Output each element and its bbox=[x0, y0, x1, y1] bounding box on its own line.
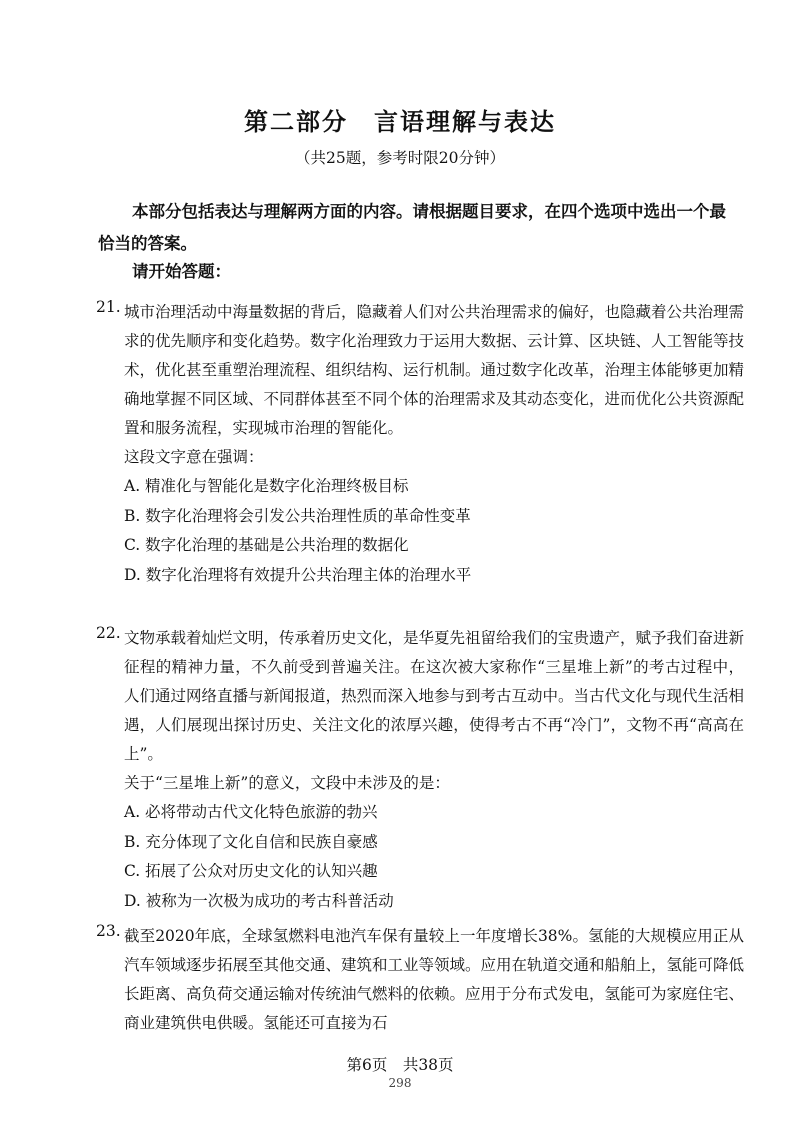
page-footer: 第6页 共38页 bbox=[346, 1056, 454, 1074]
part-label: 第二部分 bbox=[244, 108, 348, 136]
option-b: B. 充分体现了文化自信和民族自豪感 bbox=[124, 832, 378, 851]
question-stem: 城市治理活动中海量数据的背后，隐藏着人们对公共治理需求的偏好，也隐藏着公共治理需求的优先顺序和变化趋势。数字化治理致力于运用大数据、云计算、区块链、人工智能等技术，优化甚至重塑治理流程、组织结构、运行机制。通过数字化改革，治理主体能够更加精确地掌握不同区域、不同群体甚至不同个体的治理需求及其动态变化，进而优化公共资源配置和服务流程，实现城市治理的智能化。 bbox=[124, 303, 745, 437]
question-23 bbox=[96, 922, 744, 1038]
question-number: 22. bbox=[96, 624, 121, 642]
option-a: A. 必将带动古代文化特色旅游的勃兴 bbox=[124, 803, 378, 821]
page-number: 298 bbox=[388, 1076, 412, 1090]
start-prompt: 请开始答题： bbox=[132, 262, 231, 281]
option-d: D. 被称为一次极为成功的考古科普活动 bbox=[124, 891, 394, 910]
question-prompt: 关于“三星堆上新”的意义，文段中未涉及的是： bbox=[124, 774, 450, 792]
question-prompt: 这段文字意在强调： bbox=[124, 448, 264, 466]
option-d: D. 数字化治理将有效提升公共治理主体的治理水平 bbox=[124, 565, 472, 584]
question-22 bbox=[96, 624, 744, 916]
question-stem: 截至2020年底，全球氢燃料电池汽车保有量较上一年度增长38%。氢能的大规模应用正从汽车领域逐步拓展至其他交通、建筑和工业等领域。应用在轨道交通和船舶上，氢能可降低长距离、高负荷交通运输对传统油气燃料的依赖。应用于分布式发电，氢能可为家庭住宅、商业建筑供电供暖。氢能还可直接为石 bbox=[124, 927, 745, 1032]
option-a: A. 精准化与智能化是数字化治理终极目标 bbox=[124, 477, 409, 495]
option-c: C. 数字化治理的基础是公共治理的数据化 bbox=[124, 536, 409, 554]
section-subtitle: （共25题，参考时限20分钟） bbox=[295, 149, 505, 167]
question-21 bbox=[96, 298, 744, 590]
question-number: 23. bbox=[96, 922, 121, 940]
section-title bbox=[0, 102, 800, 137]
section-name: 言语理解与表达 bbox=[374, 108, 556, 136]
option-b: B. 数字化治理将会引发公共治理性质的革命性变革 bbox=[124, 506, 471, 525]
question-number: 21. bbox=[96, 298, 121, 316]
question-stem: 文物承载着灿烂文明，传承着历史文化，是华夏先祖留给我们的宝贵遗产，赋予我们奋进新征程的精神力量，不久前受到普遍关注。在这次被大家称作“三星堆上新”的考古过程中，人们通过网络直播与新闻报道，热烈而深入地参与到考古互动中。当古代文化与现代生活相遇，人们展现出探讨历史、关注文化的浓厚兴趣，使得考古不再“冷门”，文物不再“高高在上”。 bbox=[124, 629, 745, 763]
section-instructions: 本部分包括表达与理解两方面的内容。请根据题目要求，在四个选项中选出一个最恰当的答案。 bbox=[98, 202, 726, 253]
option-c: C. 拓展了公众对历史文化的认知兴趣 bbox=[124, 862, 378, 880]
